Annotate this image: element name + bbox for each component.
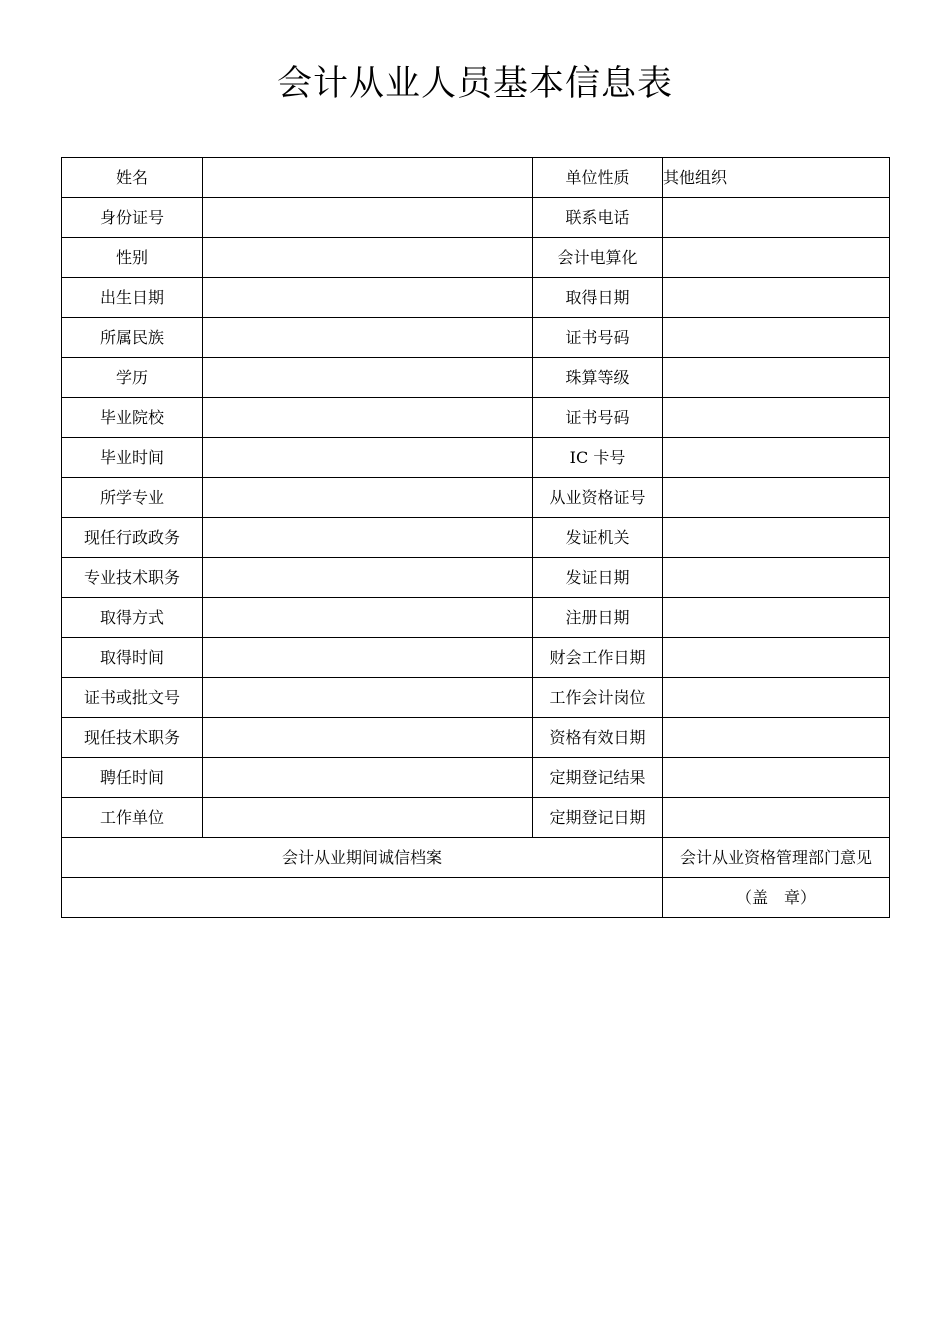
form-row xyxy=(62,438,890,478)
info-form-table xyxy=(61,157,890,918)
field-value[interactable] xyxy=(663,718,890,758)
field-value[interactable] xyxy=(203,718,533,758)
field-label: 定期登记日期 xyxy=(533,798,663,838)
form-row xyxy=(62,558,890,598)
form-row xyxy=(62,198,890,238)
field-value[interactable] xyxy=(203,238,533,278)
field-label: 现任技术职务 xyxy=(62,718,203,758)
form-row xyxy=(62,598,890,638)
field-value[interactable] xyxy=(663,278,890,318)
integrity-record-field[interactable] xyxy=(62,878,663,918)
field-label: 证书号码 xyxy=(533,318,663,358)
form-row xyxy=(62,758,890,798)
field-value[interactable] xyxy=(203,438,533,478)
field-label: 毕业时间 xyxy=(62,438,203,478)
form-row xyxy=(62,518,890,558)
field-value[interactable] xyxy=(663,238,890,278)
form-row xyxy=(62,678,890,718)
field-label: 从业资格证号 xyxy=(533,478,663,518)
field-value[interactable] xyxy=(663,558,890,598)
field-label: 财会工作日期 xyxy=(533,638,663,678)
section-header-row xyxy=(62,838,890,878)
field-label: 身份证号 xyxy=(62,198,203,238)
field-label: 取得时间 xyxy=(62,638,203,678)
field-value[interactable] xyxy=(663,398,890,438)
field-value[interactable] xyxy=(203,678,533,718)
field-value[interactable] xyxy=(203,158,533,198)
field-value[interactable] xyxy=(203,478,533,518)
field-label: 毕业院校 xyxy=(62,398,203,438)
field-value[interactable] xyxy=(203,278,533,318)
field-label: 聘任时间 xyxy=(62,758,203,798)
field-label: 专业技术职务 xyxy=(62,558,203,598)
field-value[interactable] xyxy=(663,678,890,718)
management-opinion-header: 会计从业资格管理部门意见 xyxy=(663,838,890,878)
field-value[interactable] xyxy=(663,358,890,398)
field-value[interactable] xyxy=(663,638,890,678)
field-value[interactable] xyxy=(663,198,890,238)
field-label: 证书或批文号 xyxy=(62,678,203,718)
form-row xyxy=(62,238,890,278)
field-value[interactable]: 其他组织 xyxy=(663,158,890,198)
form-row xyxy=(62,358,890,398)
field-label: 联系电话 xyxy=(533,198,663,238)
field-value[interactable] xyxy=(663,598,890,638)
field-label: 会计电算化 xyxy=(533,238,663,278)
form-row xyxy=(62,638,890,678)
form-row xyxy=(62,718,890,758)
field-label: 定期登记结果 xyxy=(533,758,663,798)
field-label: 发证机关 xyxy=(533,518,663,558)
field-label: 学历 xyxy=(62,358,203,398)
field-value[interactable] xyxy=(203,598,533,638)
field-label: 资格有效日期 xyxy=(533,718,663,758)
field-label: 现任行政政务 xyxy=(62,518,203,558)
form-row xyxy=(62,318,890,358)
field-label: 发证日期 xyxy=(533,558,663,598)
field-label: 性别 xyxy=(62,238,203,278)
field-value[interactable] xyxy=(203,638,533,678)
integrity-record-header: 会计从业期间诚信档案 xyxy=(62,838,663,878)
field-value[interactable] xyxy=(203,558,533,598)
field-value[interactable] xyxy=(203,798,533,838)
field-value[interactable] xyxy=(663,758,890,798)
section-body-row xyxy=(62,878,890,918)
field-label: 注册日期 xyxy=(533,598,663,638)
field-value[interactable] xyxy=(203,758,533,798)
form-row xyxy=(62,278,890,318)
field-value[interactable] xyxy=(203,358,533,398)
field-label: 证书号码 xyxy=(533,398,663,438)
field-value[interactable] xyxy=(663,518,890,558)
field-value[interactable] xyxy=(203,318,533,358)
field-value[interactable] xyxy=(203,518,533,558)
field-label: 姓名 xyxy=(62,158,203,198)
form-row xyxy=(62,478,890,518)
field-label: 工作单位 xyxy=(62,798,203,838)
field-label: 取得方式 xyxy=(62,598,203,638)
field-label: 单位性质 xyxy=(533,158,663,198)
form-row xyxy=(62,158,890,198)
form-row xyxy=(62,798,890,838)
field-label: 所学专业 xyxy=(62,478,203,518)
field-value[interactable] xyxy=(663,478,890,518)
field-label: 所属民族 xyxy=(62,318,203,358)
page-title: 会计从业人员基本信息表 xyxy=(276,64,673,104)
form-row xyxy=(62,398,890,438)
field-value[interactable] xyxy=(663,318,890,358)
field-value[interactable] xyxy=(663,798,890,838)
field-label: IC 卡号 xyxy=(533,438,663,478)
management-opinion-field[interactable] xyxy=(663,878,890,918)
field-value[interactable] xyxy=(663,438,890,478)
field-value[interactable] xyxy=(203,398,533,438)
field-label: 珠算等级 xyxy=(533,358,663,398)
stamp-label: （盖 章） xyxy=(735,887,816,907)
form-body xyxy=(62,158,890,918)
field-label: 出生日期 xyxy=(62,278,203,318)
field-label: 取得日期 xyxy=(533,278,663,318)
field-label: 工作会计岗位 xyxy=(533,678,663,718)
field-value[interactable] xyxy=(203,198,533,238)
